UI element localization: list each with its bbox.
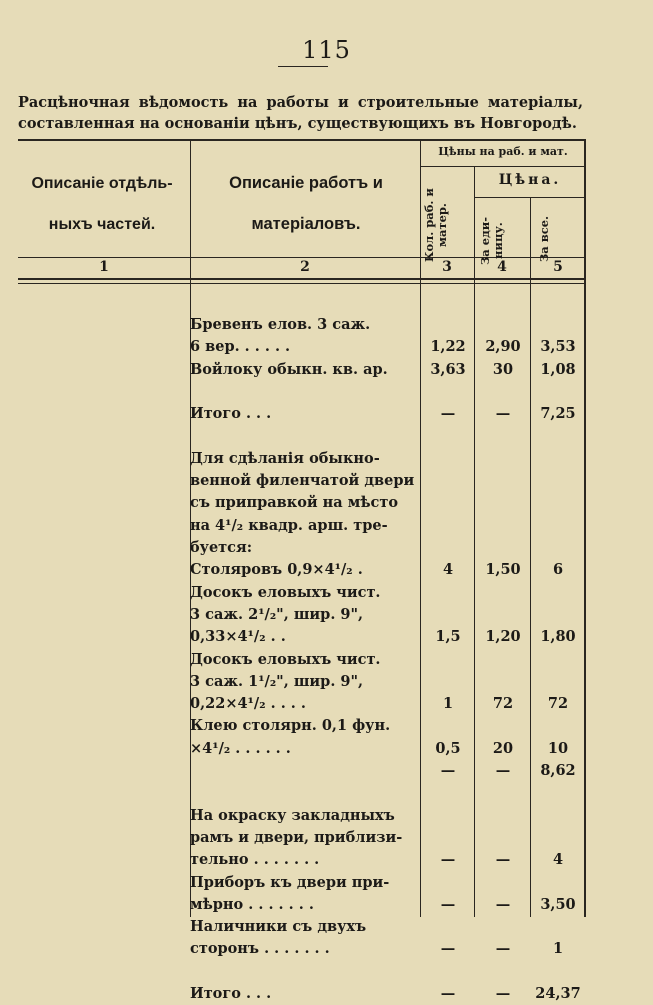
table-row	[18, 314, 586, 336]
column-number-4: 4	[497, 259, 507, 275]
table-row	[18, 693, 586, 715]
table-row	[18, 426, 586, 448]
row-total: 1	[552, 940, 564, 958]
estimate-table	[18, 139, 586, 1002]
row-description: рамъ и двери, приблизи-	[190, 828, 403, 846]
table-row	[18, 381, 586, 403]
table-row	[18, 916, 586, 938]
row-description: 0,22×4¹/₂ . . . .	[190, 695, 306, 713]
row-quantity: 1	[442, 695, 454, 713]
heading-line-2: составленная на основаніи цѣнъ, существующихъ въ Новгородѣ.	[18, 115, 577, 132]
table-row	[18, 515, 586, 537]
row-description: 0,33×4¹/₂ . .	[190, 628, 286, 646]
row-description: На окраску закладныхъ	[190, 806, 395, 824]
page-number-rule	[278, 66, 328, 67]
row-description: 6 вер. . . . . .	[190, 338, 291, 356]
table-row	[18, 448, 586, 470]
header-col5: За все.	[537, 215, 551, 263]
row-description: съ приправкой на мѣсто	[190, 494, 399, 512]
table-top-rule	[18, 139, 586, 141]
table-row	[18, 715, 586, 737]
table-row	[18, 872, 586, 894]
table-row	[18, 336, 586, 358]
header-col2-line2: матеріаловъ.	[251, 215, 361, 233]
table-row	[18, 782, 586, 804]
row-total: 4	[552, 851, 564, 869]
table-row	[18, 961, 586, 983]
table-row	[18, 738, 586, 760]
table-row	[18, 827, 586, 849]
row-unit-price: 20	[492, 739, 514, 757]
table-row	[18, 671, 586, 693]
table-row	[18, 537, 586, 559]
table-row	[18, 805, 586, 827]
row-description: Итого . . .	[190, 405, 272, 423]
heading-line-1: Расцѣночная вѣдомость на работы и строительные матеріалы,	[18, 94, 583, 111]
header-col1-line2: ныхъ частей.	[48, 216, 156, 233]
row-quantity: 4	[442, 561, 454, 579]
table-row	[18, 582, 586, 604]
row-unit-price: 72	[492, 695, 514, 713]
row-description: Итого . . .	[190, 985, 272, 1002]
number-row-rule	[18, 278, 586, 280]
row-description: сторонъ . . . . . . .	[190, 940, 330, 958]
prices-group-rule	[420, 166, 586, 167]
table-heading	[18, 92, 583, 134]
row-quantity: —	[440, 985, 456, 1002]
table-row	[18, 983, 586, 1005]
row-total: 6	[552, 561, 564, 579]
table-row	[18, 649, 586, 671]
row-description: буется:	[190, 539, 253, 556]
row-unit-price: 30	[492, 360, 514, 378]
row-total: 72	[547, 695, 569, 713]
row-description: Досокъ еловыхъ чист.	[190, 583, 381, 601]
table-row	[18, 559, 586, 581]
page-number: 115	[302, 36, 351, 64]
header-col1-line1: Описаніе отдѣль-	[31, 175, 173, 192]
row-unit-price: 1,20	[485, 628, 521, 646]
row-description: Приборъ къ двери при-	[190, 873, 390, 891]
number-row-rule-2	[18, 283, 586, 284]
table-row	[18, 849, 586, 871]
table-row	[18, 894, 586, 916]
row-quantity: —	[440, 940, 456, 958]
table-row	[18, 359, 586, 381]
row-description: Столяровъ 0,9×4¹/₂ .	[190, 561, 363, 579]
header-col1	[22, 163, 182, 245]
row-description: Бревенъ елов. 3 саж.	[190, 316, 371, 333]
row-unit-price: 2,90	[485, 338, 521, 356]
header-price-sub: Цѣна.	[498, 172, 562, 188]
table-row	[18, 626, 586, 648]
row-description: 3 саж. 2¹/₂", шир. 9",	[190, 605, 364, 623]
column-number-2: 2	[300, 259, 310, 275]
row-unit-price: —	[495, 940, 511, 958]
row-total: 24,37	[535, 985, 581, 1002]
row-unit-price: —	[495, 895, 511, 913]
row-description: венной филенчатой двери	[190, 472, 415, 490]
row-description: на 4¹/₂ квадр. арш. тре-	[190, 516, 388, 534]
row-unit-price: —	[495, 851, 511, 869]
row-description: Для сдѣланія обыкно-	[190, 449, 380, 467]
table-row	[18, 470, 586, 492]
row-description: Войлоку обыкн. кв. ар.	[190, 360, 388, 378]
row-quantity: —	[440, 405, 456, 423]
row-total: 1,80	[540, 628, 576, 646]
header-col2-line1: Описаніе работъ и	[229, 174, 383, 192]
row-quantity: —	[440, 762, 456, 779]
row-total: 3,50	[540, 895, 576, 913]
row-description: мѣрно . . . . . . .	[190, 895, 314, 913]
header-col4: За еди- ницу.	[478, 216, 505, 266]
table-row	[18, 938, 586, 960]
row-unit-price: 1,50	[485, 561, 521, 579]
row-description: Наличники съ двухъ	[190, 918, 367, 936]
column-number-1: 1	[99, 259, 109, 275]
row-description: Досокъ еловыхъ чист.	[190, 650, 381, 668]
header-col3: Кол. раб. и матер.	[422, 188, 449, 262]
row-total: 8,62	[540, 762, 576, 779]
row-quantity: 1,22	[430, 338, 466, 356]
row-quantity: —	[440, 895, 456, 913]
row-total: 7,25	[540, 405, 576, 423]
row-description: 3 саж. 1¹/₂", шир. 9",	[190, 672, 364, 690]
table-row	[18, 760, 586, 782]
header-col2	[192, 163, 420, 245]
row-quantity: 0,5	[435, 739, 461, 757]
row-unit-price: —	[495, 985, 511, 1002]
header-prices-group: Цѣны на раб. и мат.	[438, 145, 568, 158]
column-number-3: 3	[442, 259, 452, 275]
row-unit-price: —	[495, 405, 511, 423]
row-description: ×4¹/₂ . . . . . .	[190, 739, 291, 757]
row-quantity: —	[440, 851, 456, 869]
row-description: тельно . . . . . . .	[190, 851, 320, 869]
row-unit-price: —	[495, 762, 511, 779]
table-row	[18, 604, 586, 626]
row-total: 1,08	[540, 360, 576, 378]
table-row	[18, 492, 586, 514]
table-row	[18, 403, 586, 425]
row-total: 10	[547, 739, 569, 757]
row-quantity: 3,63	[430, 360, 466, 378]
column-number-5: 5	[553, 259, 563, 275]
row-description: Клею столярн. 0,1 фун.	[190, 717, 391, 735]
row-quantity: 1,5	[435, 628, 461, 646]
row-total: 3,53	[540, 338, 576, 356]
